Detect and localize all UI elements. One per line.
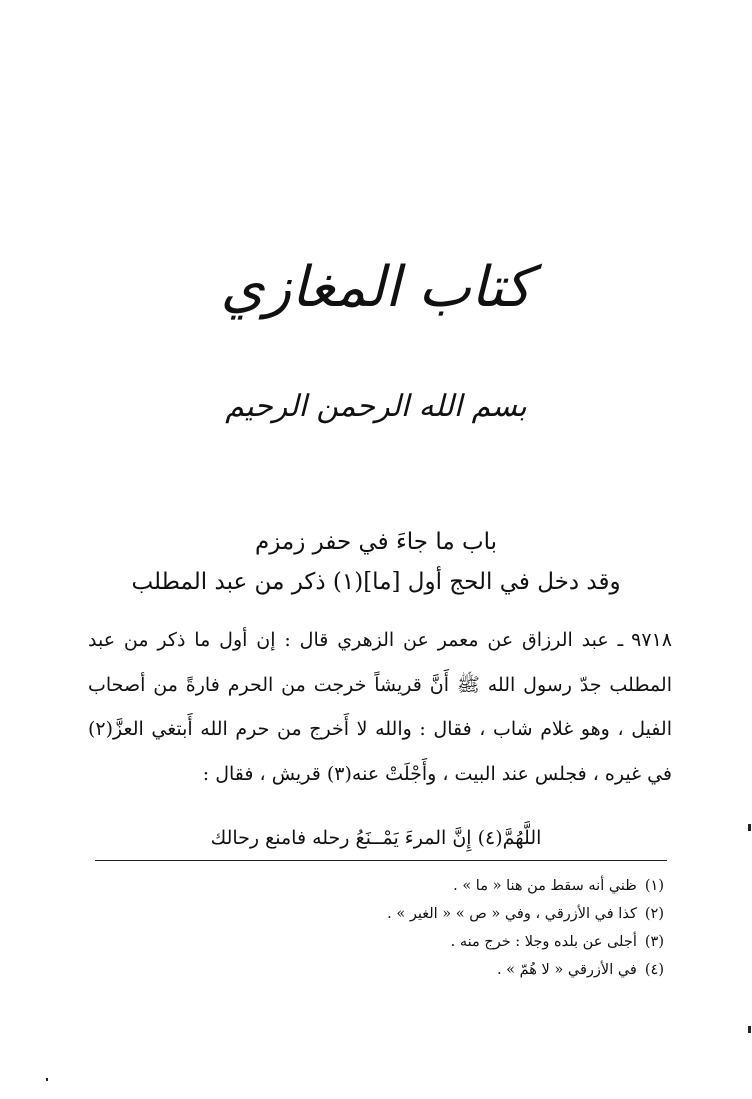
chapter-heading-line-2: وقد دخل في الحج أول [ما](١) ذكر من عبد المطلب: [131, 569, 621, 595]
chapter-heading-line-1: باب ما جاءَ في حفر زمزم: [254, 529, 498, 555]
hadith-body: ـ عبد الرزاق عن معمر عن الزهري قال : إن أول ما ذكر من عبد المطلب جدّ رسول الله ﷺ أَنَّ قريشاً خرجت من الحرم فارةً من أصحاب الفيل ، وهو غلام شاب ، فقال : والله لا أَخرج من حرم الله أَبتغي العزَّ(٢) في غيره ، فجلس عند البيت ، وأَجْلَتْ عنه(٣) قريش ، فقال :: [88, 629, 672, 785]
footnote: [150, 900, 664, 928]
footnote-number: (١): [644, 878, 664, 894]
footnote-text: أجلى عن بلده وجلا : خرج منه .: [450, 934, 637, 950]
footnote-number: (٢): [644, 906, 664, 922]
footnote: [150, 872, 664, 900]
scan-speck: [46, 1078, 48, 1081]
footnote-number: (٤): [644, 962, 664, 978]
footnote-divider: [95, 860, 667, 861]
scan-edge-mark: [748, 1026, 751, 1033]
footnote: [150, 928, 664, 956]
footnotes: [150, 872, 664, 984]
hadith-number: ٩٧١٨: [631, 629, 672, 651]
poetry-verse: اللَّهُمَّ(٤) إِنَّ المرءَ يَمْــنَعُ رحله فامنع رحالك: [210, 827, 542, 849]
footnote-number: (٣): [644, 934, 664, 950]
scan-edge-mark: [748, 824, 751, 831]
basmala: بسم الله الرحمن الرحيم: [225, 389, 527, 424]
footnote-text: كذا في الأزرقي ، وفي « ص » « الغير » .: [387, 906, 637, 922]
book-title: كتاب المغازي: [220, 255, 532, 320]
footnote-text: في الأزرقي « لا هُمّ » .: [496, 962, 637, 978]
footnote-text: ظني أنه سقط من هنا « ما » .: [453, 878, 637, 894]
hadith-text: [88, 618, 672, 796]
chapter-heading: [108, 522, 644, 602]
footnote: [150, 956, 664, 984]
